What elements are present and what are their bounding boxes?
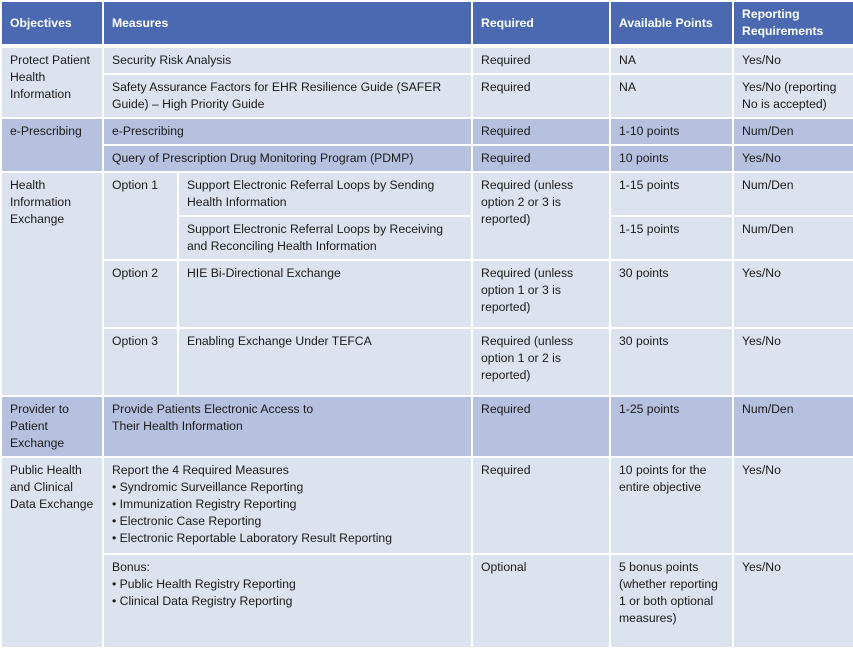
points-cell: 1-10 points — [610, 118, 733, 145]
header-measures: Measures — [103, 1, 472, 46]
measure-cell: Support Electronic Referral Loops by Receiving and Reconciling Health Information — [178, 216, 472, 260]
table-row — [1, 328, 853, 396]
required-cell: Required — [472, 396, 610, 457]
measure-cell — [103, 457, 472, 554]
objective-provider: Provider to Patient Exchange — [1, 396, 103, 457]
objective-public-health: Public Health and Clinical Data Exchange — [1, 457, 103, 648]
reporting-cell: Yes/No — [733, 46, 853, 74]
table-row — [1, 145, 853, 172]
reporting-cell: Yes/No — [733, 457, 853, 554]
reporting-cell: Num/Den — [733, 216, 853, 260]
bullet-item: • Syndromic Surveillance Reporting — [112, 480, 304, 494]
reporting-cell: Num/Den — [733, 396, 853, 457]
header-objectives: Objectives — [1, 1, 103, 46]
points-cell: NA — [610, 46, 733, 74]
table-row — [1, 554, 853, 648]
bullet-item: • Electronic Reportable Laboratory Result Reporting — [112, 531, 392, 545]
measure-cell: Safety Assurance Factors for EHR Resilience Guide (SAFER Guide) – High Priority Guide — [103, 74, 472, 118]
measure-title: Report the 4 Required Measures — [112, 463, 289, 477]
objective-hie: Health Information Exchange — [1, 172, 103, 396]
table-row — [1, 74, 853, 118]
required-cell: Required (unless option 1 or 3 is reported) — [472, 260, 610, 328]
measure-cell — [103, 396, 472, 457]
points-cell: 10 points — [610, 145, 733, 172]
measure-cell: Security Risk Analysis — [103, 46, 472, 74]
reporting-cell: Yes/No — [733, 328, 853, 396]
bullet-item: • Electronic Case Reporting — [112, 514, 262, 528]
measure-cell: Query of Prescription Drug Monitoring Program (PDMP) — [103, 145, 472, 172]
reporting-cell: Yes/No — [733, 554, 853, 648]
required-cell: Required (unless option 2 or 3 is reported) — [472, 172, 610, 260]
reporting-cell: Num/Den — [733, 118, 853, 145]
objective-protect: Protect Patient Health Information — [1, 46, 103, 118]
required-cell: Required (unless option 1 or 2 is reported) — [472, 328, 610, 396]
required-cell: Required — [472, 145, 610, 172]
required-cell: Optional — [472, 554, 610, 648]
option-label: Option 3 — [103, 328, 178, 396]
header-required: Required — [472, 1, 610, 46]
reporting-cell: Num/Den — [733, 172, 853, 216]
required-cell: Required — [472, 46, 610, 74]
points-cell: 1-25 points — [610, 396, 733, 457]
points-cell: 10 points for the entire objective — [610, 457, 733, 554]
reporting-cell: Yes/No — [733, 260, 853, 328]
option-label: Option 1 — [103, 172, 178, 260]
points-cell: 30 points — [610, 260, 733, 328]
points-cell: 5 bonus points (whether reporting 1 or both optional measures) — [610, 554, 733, 648]
header-available-points: Available Points — [610, 1, 733, 46]
header-row — [1, 1, 853, 46]
table-row — [1, 118, 853, 145]
required-cell: Required — [472, 457, 610, 554]
reporting-cell: Yes/No — [733, 145, 853, 172]
bullet-item: • Immunization Registry Reporting — [112, 497, 297, 511]
points-cell: NA — [610, 74, 733, 118]
points-cell: 1-15 points — [610, 172, 733, 216]
points-cell: 30 points — [610, 328, 733, 396]
points-cell: 1-15 points — [610, 216, 733, 260]
measure-cell — [103, 554, 472, 648]
table-row — [1, 457, 853, 554]
measure-line: Their Health Information — [112, 419, 243, 433]
table-row — [1, 46, 853, 74]
header-reporting-requirements: Reporting Requirements — [733, 1, 853, 46]
table-row — [1, 260, 853, 328]
measure-title: Bonus: — [112, 560, 150, 574]
measure-cell: Support Electronic Referral Loops by Sending Health Information — [178, 172, 472, 216]
measure-line: Provide Patients Electronic Access to — [112, 402, 314, 416]
required-cell: Required — [472, 118, 610, 145]
bullet-item: • Public Health Registry Reporting — [112, 577, 296, 591]
table-row — [1, 172, 853, 216]
measure-cell: HIE Bi-Directional Exchange — [178, 260, 472, 328]
bullet-item: • Clinical Data Registry Reporting — [112, 594, 293, 608]
required-cell: Required — [472, 74, 610, 118]
objective-eprescribing: e-Prescribing — [1, 118, 103, 172]
measure-cell: Enabling Exchange Under TEFCA — [178, 328, 472, 396]
measure-cell: e-Prescribing — [103, 118, 472, 145]
option-label: Option 2 — [103, 260, 178, 328]
table-row — [1, 396, 853, 457]
reporting-cell: Yes/No (reporting No is accepted) — [733, 74, 853, 118]
